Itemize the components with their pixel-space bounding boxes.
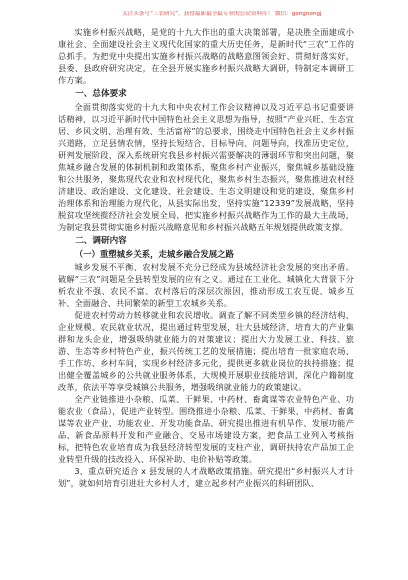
document-body: [58, 26, 354, 489]
paragraph-general-requirements: 全面贯彻落实党的十九大和中央农村工作会议精神以及习近平总书记重要讲话精神，以习近平新时代中国特色社会主义思想为指导，按照“产业兴旺、生态宜居、乡风文明、治理有效、生活富裕”的总要求，围绕走中国特色社会主义乡村振兴道路，立足县情农情，坚持长短结合、目标导向、问题导向，找准历史定位，研判发展阶段，深入系统研究我县乡村振兴需要解决的薄弱环节和突出问题，聚焦城乡融合发展的体制机制和政策体系，聚焦乡村产业振兴，聚焦城乡基础设施和公共服务，聚焦现代农业和农村现代化，聚焦乡村生态振兴，聚焦推进农村经济建设、政治建设、文化建设、社会建设、生态文明建设和党的建设，聚焦乡村治理体系和治理能力现代化，从县实际出发，坚持实施“12339”发展战略，坚持脱贫攻坚统揽经济社会发展全局，把实施乡村振兴战略作为工作的最大主战场，为制定我县贯彻实施乡村振兴战略意见和乡村振兴战略五年规划提供政策支撑。: [58, 102, 354, 232]
paragraph-talent-strategy: 3、重点研究适合 x 县发展的人才战略政策措施。研究提出“乡村振兴人才计划”，就如何培育引进壮大乡村人才，建立起乡村产业振兴的科研团队、: [58, 466, 354, 488]
section-heading-research-content: 二、调研内容: [75, 236, 127, 246]
paragraph-industry-chain: 全产业链推进小杂粮、瓜菜、干鲜果、中药材、畜禽谋等农业特色产业、功能农业（食品），促进产业转型。围绕推进小杂粮、瓜菜、干鲜果、中药材、畜禽谋等农业产业、功能农业、开发功能食品、研究提出推进有机旱作、发展功能产品、新食品原料开发和产业融合、交易市场建设方案，把食品工业列入考核指标，把特色农业培育成为我县经济转型发展的支柱产业，调研扶持农产品加工企业转型升级的技改投入、环保补助、电价补贴等政策。: [58, 394, 354, 464]
section-heading-general-requirements: 一、总体要求: [75, 89, 127, 99]
paragraph-intro: 实施乡村振兴战略，是党的十九大作出的重大决策部署，是决胜全面建成小康社会、全面建设社会主义现代化国家的重大历史任务，是新时代“三农”工作的总抓手。为把党中央提出实施乡村振兴战略的战略意图领会好、贯彻好落实好，县委、县政府研究决定，在全县开展实施乡村振兴战略大调研，特制定本调研工作方案。: [58, 27, 354, 85]
paragraph-employment: 促进农村劳动力转移就业和农民增收。调查了解不同类型乡镇的经济结构、企业规模、农民就业状况，提出通过转型发展，壮大县域经济，培育大的产业集群和龙头企业，增强吸纳就业能力的对策建议；提出大力发展工业、科技、旅游、生态等乡村特色产业，振兴传统工艺的发展措施；提出培育一批家庭农场、手工作坊、乡村车间，实现乡村经济多元化，提供更多就业岗位的扶持措施；提出健全覆盖城乡的公共就业服务体系，大规模开展职业技能培训，深化户籍制度改革，依法平等享受城镇公共服务，增强吸纳就业能力的政策建议。: [58, 310, 354, 392]
paragraph-urban-rural: 城乡发展不平衡、农村发展不充分已经成为县域经济社会发展的突出矛盾。破解“三农”问题是全县转型发展的应有之义。通过在工业化、城镇化大背景下分析农业不强、农民不富、农村落后的深层次原因，推动形成工农互促、城乡互补、全面融合、共同繁荣的新型工农城乡关系。: [58, 262, 354, 308]
subsection-heading-urban-rural: （一）重塑城乡关系，走城乡融合发展之路: [74, 249, 234, 259]
promo-banner: 关注头条号“三农研究”，获得最新最全最专业的公众资料库！ 微信：gongnongj: [122, 11, 322, 17]
